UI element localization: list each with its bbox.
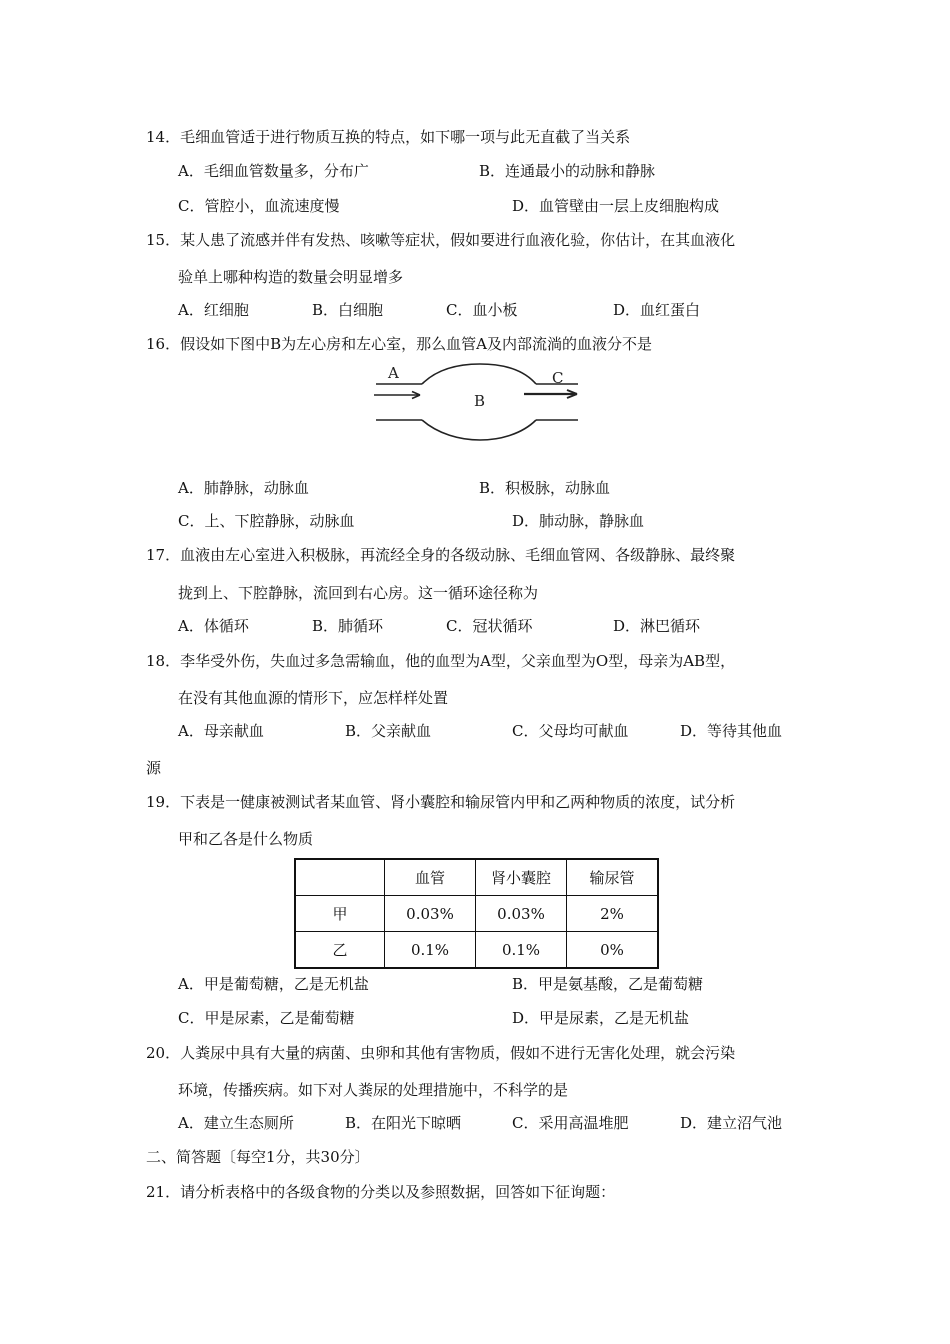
q14-option-c: C．管腔小，血流速度慢 (178, 197, 340, 215)
table-header-cell: 输尿管 (567, 859, 659, 896)
q17-option-b: B．肺循环 (312, 617, 384, 635)
q14-option-b: B．连通最小的动脉和静脉 (479, 162, 656, 180)
q16-option-d: D．肺动脉，静脉血 (512, 512, 645, 530)
q15-option-a: A．红细胞 (178, 301, 249, 319)
q14-option-a: A．毛细血管数量多，分布广 (178, 162, 369, 180)
table-header-row (295, 859, 658, 896)
q18-option-c: C．父母均可献血 (512, 722, 629, 740)
q19-option-c: C．甲是尿素，乙是葡萄糖 (178, 1009, 355, 1027)
section-2-heading: 二、简答题〔每空1分，共30分〕 (146, 1148, 370, 1166)
table-cell: 乙 (295, 932, 385, 969)
table-cell: 0.1% (476, 932, 567, 969)
q19-option-a: A．甲是葡萄糖，乙是无机盐 (178, 975, 369, 993)
q18-stem-line2: 在没有其他血源的情形下，应怎样样处置 (178, 689, 449, 707)
q20-stem-line1: 20．人粪尿中具有大量的病菌、虫卵和其他有害物质，假如不进行无害化处理，就会污染 (146, 1044, 736, 1062)
q18-option-a: A．母亲献血 (178, 722, 264, 740)
q15-option-d: D．血红蛋白 (613, 301, 701, 319)
table-cell: 0.03% (476, 896, 567, 932)
q17-option-d: D．淋巴循环 (613, 617, 701, 635)
q15-option-c: C．血小板 (446, 301, 518, 319)
q20-option-d: D．建立沼气池 (680, 1114, 783, 1132)
q15-stem-line1: 15．某人患了流感并伴有发热、咳嗽等症状，假如要进行血液化验，你估计，在其血液化 (146, 231, 736, 249)
q18-stem-line1: 18．李华受外伤，失血过多急需输血，他的血型为A型，父亲血型为O型，母亲为AB型， (146, 652, 736, 670)
table-header-cell (295, 859, 385, 896)
table-row (295, 932, 658, 969)
table-cell: 0.1% (385, 932, 476, 969)
q17-option-c: C．冠状循环 (446, 617, 533, 635)
heart-vessel-diagram (372, 362, 584, 442)
table-header-cell: 肾小囊腔 (476, 859, 567, 896)
q20-stem-line2: 环境，传播疾病。如下对人粪尿的处理措施中，不科学的是 (178, 1081, 569, 1099)
q14-option-d: D．血管壁由一层上皮细胞构成 (512, 197, 720, 215)
q19-stem-line1: 19．下表是一健康被测试者某血管、肾小囊腔和输尿管内甲和乙两种物质的浓度，试分析 (146, 793, 736, 811)
q19-stem-line2: 甲和乙各是什么物质 (178, 830, 314, 848)
q20-option-a: A．建立生态厕所 (178, 1114, 294, 1132)
table-row (295, 896, 658, 932)
q19-option-b: B．甲是氨基酸，乙是葡萄糖 (512, 975, 704, 993)
q15-option-b: B．白细胞 (312, 301, 384, 319)
table-cell: 甲 (295, 896, 385, 932)
q20-option-b: B．在阳光下晾晒 (345, 1114, 462, 1132)
table-cell: 0.03% (385, 896, 476, 932)
q20-option-c: C．采用高温堆肥 (512, 1114, 629, 1132)
q15-stem-line2: 验单上哪种构造的数量会明显增多 (178, 268, 404, 286)
concentration-table (294, 858, 659, 969)
table-header-cell: 血管 (385, 859, 476, 896)
q16-stem: 16．假设如下图中B为左心房和左心室，那么血管A及内部流淌的血液分不是 (146, 335, 652, 353)
q17-stem-line1: 17．血液由左心室进入积极脉，再流经全身的各级动脉、毛细血管网、各级静脉、最终聚 (146, 546, 736, 564)
table-cell: 2% (567, 896, 659, 932)
q19-option-d: D．甲是尿素，乙是无机盐 (512, 1009, 690, 1027)
q14-stem: 14．毛细血管适于进行物质互换的特点，如下哪一项与此无直截了当关系 (146, 128, 631, 146)
q17-option-a: A．体循环 (178, 617, 249, 635)
q18-option-b: B．父亲献血 (345, 722, 432, 740)
label-c: C (552, 369, 564, 387)
table-cell: 0% (567, 932, 659, 969)
q16-option-a: A．肺静脉，动脉血 (178, 479, 309, 497)
q17-stem-line2: 拢到上、下腔静脉，流回到右心房。这一循环途径称为 (178, 584, 539, 602)
label-a: A (388, 364, 399, 382)
q16-option-c: C．上、下腔静脉，动脉血 (178, 512, 355, 530)
q18-option-d: D．等待其他血 (680, 722, 783, 740)
q21-stem: 21．请分析表格中的各级食物的分类以及参照数据，回答如下征询题： (146, 1183, 616, 1201)
q18-option-d-continuation: 源 (146, 759, 162, 777)
q16-option-b: B．积极脉，动脉血 (479, 479, 611, 497)
label-b: B (474, 392, 486, 410)
